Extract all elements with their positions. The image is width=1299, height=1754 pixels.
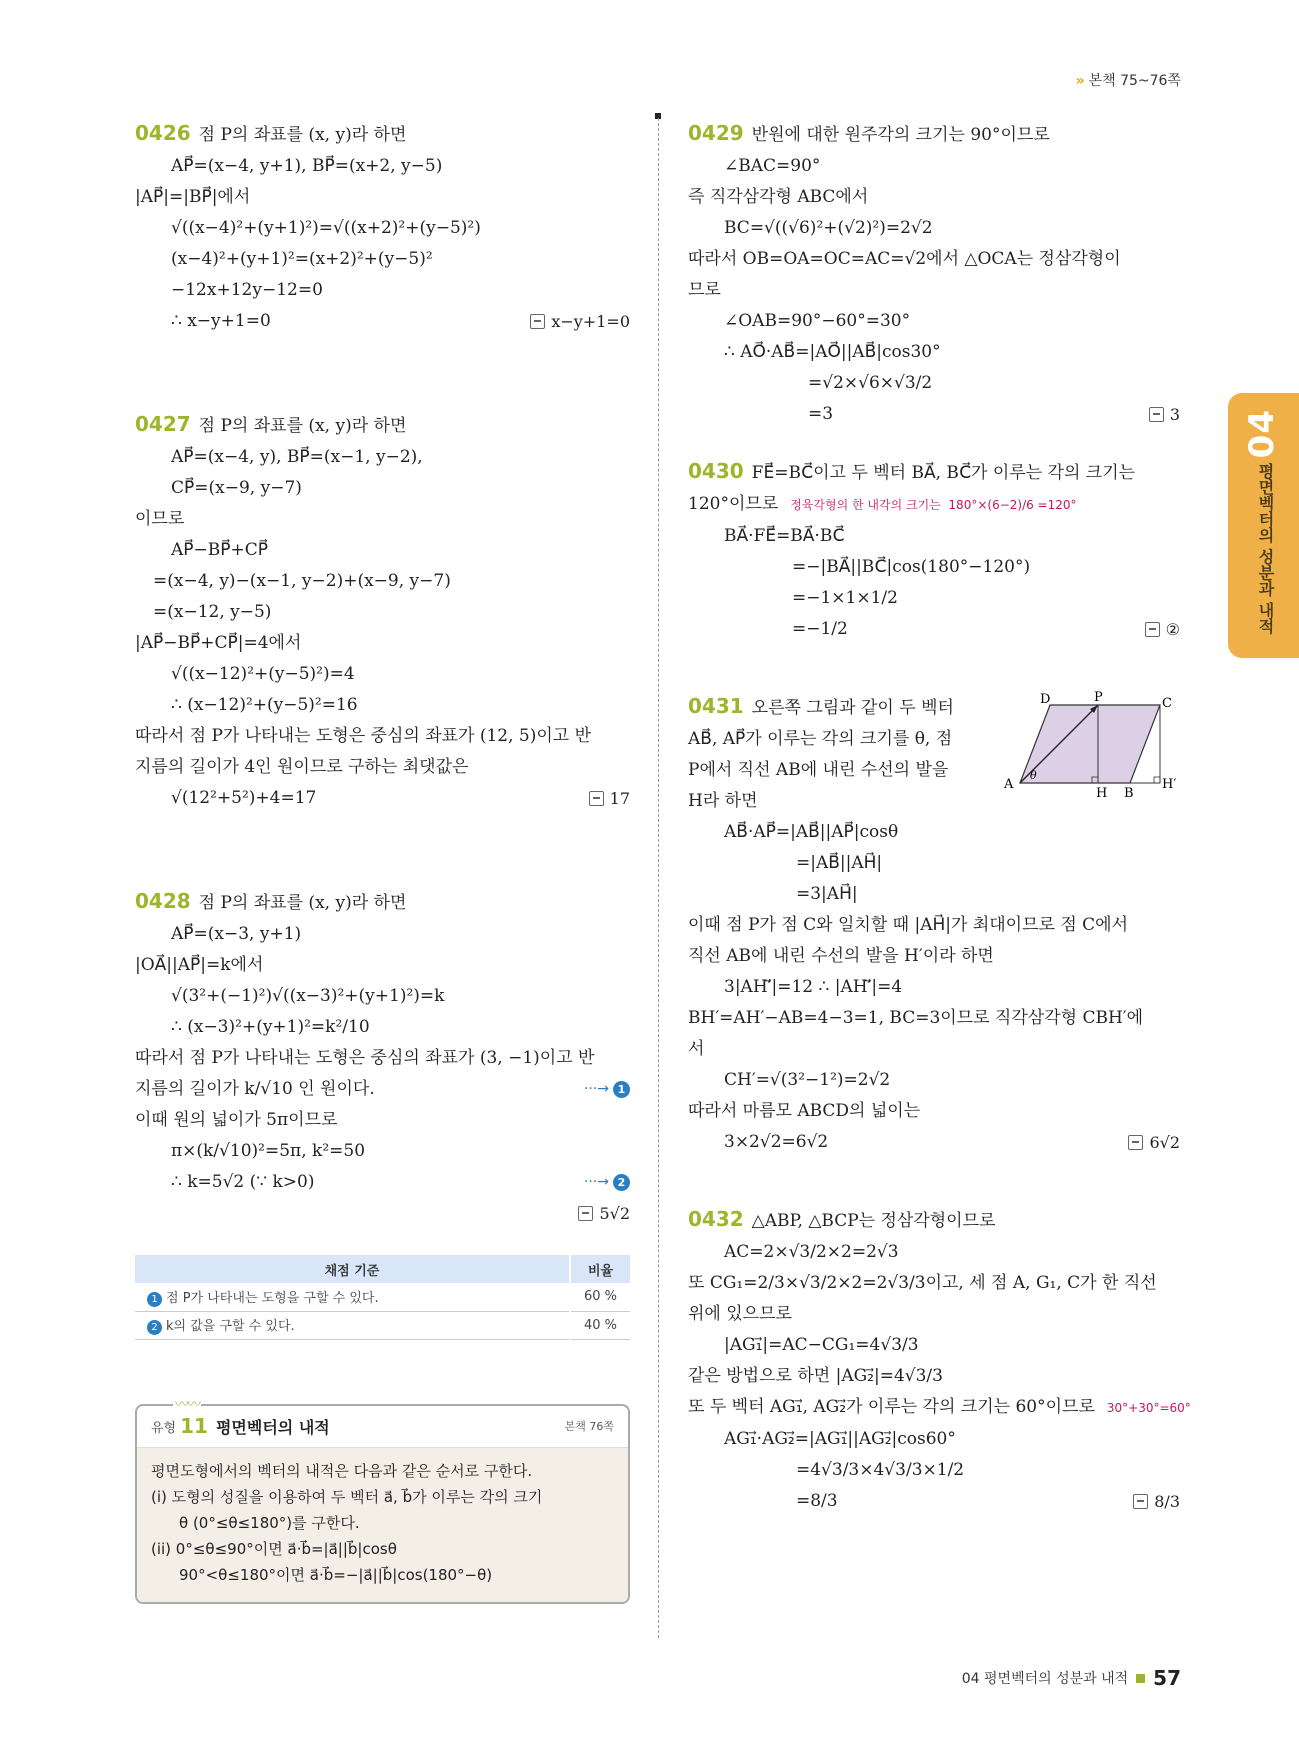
column-divider <box>658 118 659 1638</box>
label-d: D <box>1040 692 1051 707</box>
page-footer: 04 평면벡터의 성분과 내적 57 <box>961 1666 1181 1690</box>
answer: 5√2 <box>578 1198 630 1229</box>
label-a: A <box>1004 777 1014 792</box>
table-row: 2 k의 값을 구할 수 있다. 40 % <box>135 1311 630 1339</box>
type-box <box>135 1396 630 1604</box>
type-body: 평면도형에서의 벡터의 내적은 다음과 같은 순서로 구한다. (i) 도형의 성질을 이용하여 두 벡터 a⃗, b⃗가 이루는 각의 크기 θ (0°≤θ≤180°)를 구한다. (ii) 0°≤θ≤90°이면 a⃗·b⃗=|a⃗||b⃗|cosθ 90°<θ≤180°이면 a⃗·b⃗=−|a⃗||b⃗|cos(180°−θ) <box>137 1448 628 1602</box>
left-column <box>135 118 630 1604</box>
answer-icon <box>1133 1494 1148 1509</box>
chapter-side-tab: 04 평면벡터의 성분과 내적 <box>1228 393 1299 658</box>
double-chevron-icon: » <box>1075 73 1085 89</box>
annotation-note: 30°+30°=60° <box>1106 1401 1191 1415</box>
problem-number: 0426 <box>135 121 191 145</box>
problem-0430: 0430 FE⃗=BC⃗이고 두 벡터 BA⃗, BC⃗가 이루는 각의 크기는 120°이므로 정육각형의 한 내각의 크기는 180°×(6−2)/6 =120° BA⃗·FE⃗=BA⃗·BC⃗ =−|BA⃗||BC⃗|cos(180°−120°) =−1×1×1/2 =−1/2 ② <box>688 456 1180 645</box>
answer: 6√2 <box>1128 1127 1180 1158</box>
annotation-note: 정육각형의 한 내각의 크기는 180°×(6−2)/6 =120° <box>790 498 1077 512</box>
problem-0426: 0426 점 P의 좌표를 (x, y)라 하면 AP⃗=(x−4, y+1), BP⃗=(x+2, y−5) |AP⃗|=|BP⃗|에서 √((x−4)²+(y+1)²)=√((x+2)²+(y−5)²) (x−4)²+(y+1)²=(x+2)²+(y−5)² −12x+12y−12=0 ∴ x−y+1=0 x−y+1=0 <box>135 118 630 337</box>
label-theta: θ <box>1030 769 1037 782</box>
problem-number: 0431 <box>688 694 744 718</box>
answer-icon <box>578 1206 593 1221</box>
problem-0428: 0428 점 P의 좌표를 (x, y)라 하면 AP⃗=(x−3, y+1) |OA⃗||AP⃗|=k에서 √(3²+(−1)²)√((x−3)²+(y+1)²)=k ∴ (x−3)²+(y+1)²=k²/10 따라서 점 P가 나타내는 도형은 중심의 좌표가 (3, −1)이고 반 지름의 길이가 k/√10 인 원이다. ···→ 1 이때 원의 넓이가 5π이므로 π×(k/√10)²=5π, k²=50 ∴ k=5√2 (∵ k>0) ···→ 2 5√2 <box>135 886 630 1229</box>
problem-0429: 0429 반원에 대한 원주각의 크기는 90°이므로 ∠BAC=90° 즉 직각삼각형 ABC에서 BC=√((√6)²+(√2)²)=2√2 따라서 OB=OA=OC=AC=√2에서 △OCA는 정삼각형이 므로 ∠OAB=90°−60°=30° ∴ AO⃗·AB⃗=|AO⃗||AB⃗|cos30° =√2×√6×√3/2 =3 3 <box>688 118 1180 430</box>
label-b: B <box>1124 786 1134 801</box>
step-marker-2: ···→ 2 <box>584 1167 630 1198</box>
step-marker-1: ···→ 1 <box>584 1074 630 1105</box>
answer: 8/3 <box>1133 1486 1180 1517</box>
answer: x−y+1=0 <box>530 306 630 337</box>
grading-header-criteria: 채점 기준 <box>135 1255 570 1283</box>
problem-0431: D P C A θ H B H′ 0431 오른쪽 그림과 같이 두 벡터 AB⃗, AP⃗가 이루는 각의 크기를 θ, 점 P에서 직선 AB에 내린 수선의 발을 H라 하면 AB⃗·AP⃗=|AB⃗||AP⃗|cosθ =|AB⃗||AH⃗| =3|AH⃗| 이때 점 P가 점 C와 일치할 때 |AH⃗|가 최대이므로 점 C에서 직선 AB에 내린 수선의 발을 H′이라 하면 3|AH′⃗|=12 ∴ |AH′⃗|=4 BH′=AH′−AB=4−3=1, BC=3이므로 직각삼각형 CBH′에 서 CH′=√(3²−1²)=2√2 따라서 마름모 ABCD의 넓이는 3×2√2=6√2 6√2 <box>688 691 1180 1158</box>
page-reference: » 본책 75~76쪽 <box>1075 73 1181 89</box>
problem-number: 0429 <box>688 121 744 145</box>
label-p: P <box>1094 691 1103 705</box>
answer: ② <box>1145 614 1180 645</box>
problem-number: 0427 <box>135 412 191 436</box>
label-h: H <box>1096 786 1108 801</box>
wave-icon: 〰〰 <box>173 1394 201 1414</box>
right-column <box>688 118 1191 1543</box>
square-icon <box>1136 1674 1145 1683</box>
label-h-prime: H′ <box>1162 777 1177 792</box>
problem-number: 0428 <box>135 889 191 913</box>
label-c: C <box>1162 696 1172 711</box>
grading-header-ratio: 비율 <box>570 1255 630 1283</box>
answer: 3 <box>1149 399 1180 430</box>
problem-number: 0432 <box>688 1207 744 1231</box>
problem-0427: 0427 점 P의 좌표를 (x, y)라 하면 AP⃗=(x−4, y), BP⃗=(x−1, y−2), CP⃗=(x−9, y−7) 이므로 AP⃗−BP⃗+CP⃗ =(x−4, y)−(x−1, y−2)+(x−9, y−7) =(x−12, y−5) |AP⃗−BP⃗+CP⃗|=4에서 √((x−12)²+(y−5)²)=4 ∴ (x−12)²+(y−5)²=16 따라서 점 P가 나타내는 도형은 중심의 좌표가 (12, 5)이고 반 지름의 길이가 4인 원이므로 구하는 최댓값은 √(12²+5²)+4=17 17 <box>135 409 630 814</box>
answer-icon <box>1145 622 1160 637</box>
page-number: 57 <box>1153 1666 1181 1690</box>
problem-0432: 0432 △ABP, △BCP는 정삼각형이므로 AC=2×√3/2×2=2√3 또 CG₁=2/3×√3/2×2=2√3/3이고, 세 점 A, G₁, C가 한 직선 위에 있으므로 |AG₁⃗|=AC−CG₁=4√3/3 같은 방법으로 하면 |AG₂⃗|=4√3/3 또 두 벡터 AG₁⃗, AG₂⃗가 이루는 각의 크기는 60°이므로 30°+30°=60° AG₁⃗·AG₂⃗=|AG₁⃗||AG₂⃗|cos60° =4√3/3×4√3/3×1/2 =8/3 8/3 <box>688 1204 1180 1517</box>
table-row: 1 점 P가 나타내는 도형을 구할 수 있다. 60 % <box>135 1283 630 1311</box>
answer-icon <box>1149 407 1164 422</box>
answer-icon <box>530 314 545 329</box>
answer-icon <box>1128 1135 1143 1150</box>
problem-number: 0430 <box>688 459 744 483</box>
type-header: 유형 11 평면벡터의 내적 본책 76쪽 <box>137 1406 628 1448</box>
answer: 17 <box>589 783 630 814</box>
grading-table <box>135 1255 630 1340</box>
answer-icon <box>589 791 604 806</box>
